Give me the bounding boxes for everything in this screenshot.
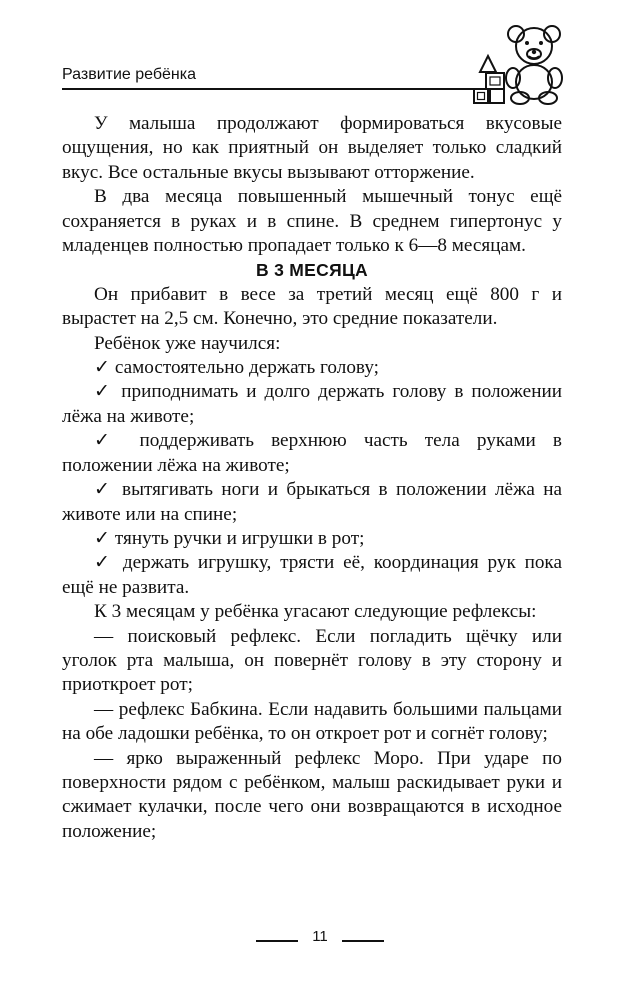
paragraph: В два месяца повышенный мышечный тонус ещё сохраняется в руках и в спине. В среднем гипертонус у младенцев полностью пропадает только к 6—8 месяцам. — [62, 186, 562, 257]
list-item: ✓ вытягивать ноги и брыкаться в положении лёжа на животе или на спине; — [62, 479, 562, 525]
teddy-bear-with-blocks-icon — [472, 18, 584, 106]
list-lead: К 3 месяцам у ребёнка угасают следующие рефлексы: — [94, 601, 537, 623]
list-item: — рефлекс Бабкина. Если надавить большими пальцами на обе ладошки ребёнка, то он откроет рот и согнёт голову; — [62, 698, 562, 745]
running-title: Развитие ребёнка — [62, 66, 197, 83]
section-heading: В 3 МЕСЯЦА — [256, 260, 368, 281]
footer-rule — [256, 940, 298, 942]
paragraph: У малыша продолжают формироваться вкусовые ощущения, но как приятный он выделяет только сладкий вкус. Все остальные вкусы вызывают отторжение. — [62, 113, 562, 183]
list-item: ✓ самостоятельно держать голову; — [94, 357, 380, 379]
list-item: ✓ держать игрушку, трясти её, координация рук пока ещё не развита. — [62, 552, 562, 598]
footer-rule — [342, 940, 384, 942]
running-header — [62, 0, 582, 110]
list-lead: Ребёнок уже научился: — [94, 332, 281, 354]
list-item: ✓ поддерживать верхнюю часть тела руками в положении лёжа на животе; — [62, 430, 562, 476]
header-rule — [62, 88, 484, 90]
list-item: — поисковый рефлекс. Если погладить щёчку или уголок рта малыша, он повернёт голову в эту сторону и приоткроет рот; — [62, 625, 562, 696]
list-item: ✓ тянуть ручки и игрушки в рот; — [94, 527, 365, 549]
page-body — [62, 112, 562, 844]
page-number: 11 — [312, 928, 328, 945]
list-item: ✓ приподнимать и долго держать голову в положении лёжа на животе; — [62, 381, 562, 427]
list-item: — ярко выраженный рефлекс Моро. При ударе по поверхности рядом с ребёнком, малыш раскидывает руки и сжимает кулачки, после чего они возвращаются в исходное положение; — [62, 747, 562, 842]
page-footer — [0, 928, 642, 958]
paragraph: Он прибавит в весе за третий месяц ещё 800 г и вырастет на 2,5 см. Конечно, это средние показатели. — [62, 283, 562, 330]
